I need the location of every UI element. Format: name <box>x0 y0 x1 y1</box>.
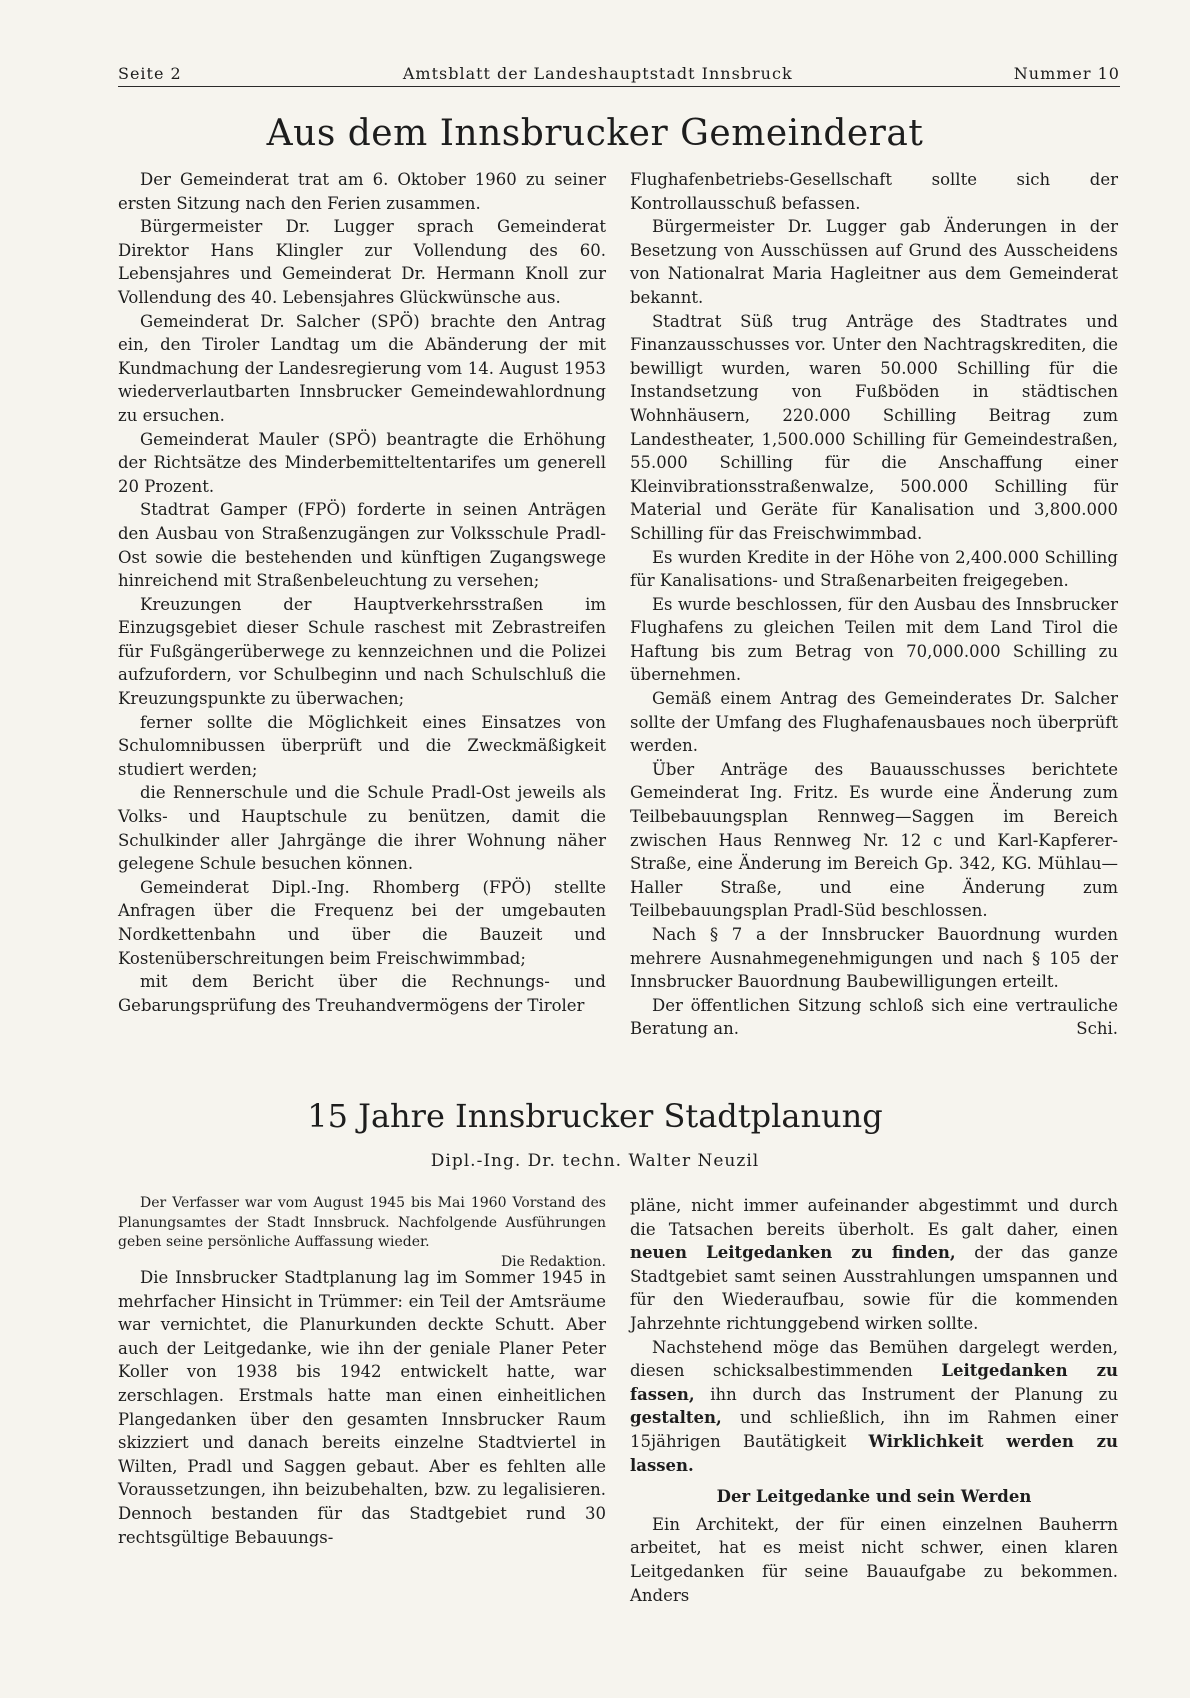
editor-note <box>118 1194 606 1272</box>
council-column-right <box>630 168 1118 1041</box>
paragraph: mit dem Bericht über die Rechnungs- und Gebarungsprüfung des Treuhandvermögens der Tiroler <box>118 972 606 1015</box>
paragraph: Bürgermeister Dr. Lugger sprach Gemeinderat Direktor Hans Klingler zur Vollendung des 60. Lebensjahres und Gemeinderat Dr. Hermann Knoll zur Vollendung des 40. Lebensjahres Glückwünsche aus. <box>118 217 606 307</box>
section-title: Aus dem Innsbrucker Gemeinderat <box>266 113 924 154</box>
editor-signature: Die Redaktion. <box>500 1253 606 1270</box>
emphasis: neuen Leitgedanken zu finden, <box>630 1243 956 1263</box>
paragraph: Gemeinderat Dr. Salcher (SPÖ) brachte den Antrag ein, den Tiroler Landtag um die Abänderung der mit Kundmachung der Landesregierung vom 14. August 1953 wiederverlautbarten Innsbrucker Gemeindewahlordnung zu ersuchen. <box>118 311 606 425</box>
paragraph: Die Innsbrucker Stadtplanung lag im Sommer 1945 in mehrfacher Hinsicht in Trümmer: ein Teil der Amtsräume war vernichtet, die Planurkunden deckte Schutt. Aber auch der Leitgedanke, wie ihn der geniale Planer Peter Koller von 1938 bis 1942 entwickelt hatte, war zerschlagen. Erstmals hatte man einen einheitlichen Plangedanken über den gesamten Innsbrucker Raum skizziert und danach bereits einzelne Stadtviertel in Wilten, Pradl und Saggen gebaut. Aber es fehlten alle Voraussetzungen, ihn beizubehalten, bzw. zu legalisieren. Dennoch bestanden für das Stadtgebiet rund 30 rechtsgültige Bebauungs- <box>118 1268 606 1547</box>
paragraph: Es wurden Kredite in der Höhe von 2,400.000 Schilling für Kanalisations- und Straßenarbeiten freigegeben. <box>630 547 1118 591</box>
paragraph: Bürgermeister Dr. Lugger gab Änderungen in der Besetzung von Ausschüssen auf Grund des Ausscheidens von Nationalrat Maria Hagleitner aus dem Gemeinderat bekannt. <box>630 217 1118 307</box>
article-column-left <box>118 1266 606 1549</box>
paragraph: Über Anträge des Bauausschusses berichtete Gemeinderat Ing. Fritz. Es wurde eine Änderung zum Teilbebauungsplan Rennweg—Saggen im Bereich zwischen Haus Rennweg Nr. 12 c und Karl-Kapferer-Straße, eine Änderung im Bereich Gp. 342, KG. Mühlau—Haller Straße, und eine Änderung zum Teilbebauungsplan Pradl-Süd beschlossen. <box>630 759 1118 921</box>
author-signature: Schi. <box>1076 1019 1118 1039</box>
text-run: und schließlich, ihn im Rahmen einer 15jährigen Bautätigkeit <box>630 1408 1118 1451</box>
paragraph: Gemäß einem Antrag des Gemeinderates Dr. Salcher sollte der Umfang des Flughafenausbaues noch überprüft werden. <box>630 689 1118 756</box>
emphasis: Wirklichkeit werden zu lassen. <box>630 1431 1119 1475</box>
paragraph: Flughafenbetriebs-Gesellschaft sollte sich der Kontrollausschuß befassen. <box>630 170 1118 213</box>
text-run: ihn durch das Instrument der Planung zu <box>710 1384 1118 1404</box>
article-column-right <box>630 1194 1118 1607</box>
paragraph: Der Gemeinderat trat am 6. Oktober 1960 zu seiner ersten Sitzung nach den Ferien zusammen. <box>118 170 606 213</box>
article-title: 15 Jahre Innsbrucker Stadtplanung <box>307 1097 883 1135</box>
paragraph: Stadtrat Süß trug Anträge des Stadtrates und Finanzausschusses vor. Unter den Nachtragskrediten, die bewilligt wurden, waren 50.000 Schilling für die Instandsetzung von Fußböden in städtischen Wohnhäusern, 220.000 Schilling Beitrag zum Landestheater, 1,500.000 Schilling für Gemeindestraßen, 55.000 Schilling für die Anschaffung einer Kleinvibrationsstraßenwalze, 500.000 Schilling für Material und Geräte für Kanalisation und 3,800.000 Schilling für das Freischwimmbad. <box>630 311 1118 543</box>
subheading: Der Leitgedanke und sein Werden <box>716 1487 1032 1507</box>
text-run: der das ganze Stadtgebiet samt seinen Ausstrahlungen umspannen und für den Wiederaufbau, sowie für die kommenden Jahrzehnte richtunggebend wirken sollte. <box>630 1243 1118 1333</box>
emphasis: Leitgedanken zu fassen, <box>630 1361 1118 1404</box>
page-number: Seite 2 <box>118 64 182 83</box>
council-column-left <box>118 168 606 1017</box>
paragraph: Es wurde beschlossen, für den Ausbau des Innsbrucker Flughafens zu gleichen Teilen mit dem Land Tirol die Haftung bis zum Betrag von 70,000.000 Schilling zu übernehmen. <box>630 594 1118 685</box>
emphasis: gestalten, <box>630 1408 722 1428</box>
byline: Dipl.-Ing. Dr. techn. Walter Neuzil <box>430 1151 760 1171</box>
paragraph: ferner sollte die Möglichkeit eines Einsatzes von Schulomnibussen überprüft und die Zweckmäßigkeit studiert werden; <box>118 712 606 779</box>
paragraph-text: Der öffentlichen Sitzung schloß sich eine vertrauliche Beratung an. <box>630 995 1118 1039</box>
paragraph: Gemeinderat Mauler (SPÖ) beantragte die Erhöhung der Richtsätze des Minderbemitteltentarifes um generell 20 Prozent. <box>118 429 606 496</box>
paragraph <box>630 1336 1118 1478</box>
publication-title: Amtsblatt der Landeshauptstadt Innsbruck <box>402 64 793 83</box>
closing-paragraph <box>630 994 1118 1041</box>
header-rule <box>118 86 1120 87</box>
paragraph: Kreuzungen der Hauptverkehrsstraßen im Einzugsgebiet dieser Schule raschest mit Zebrastreifen für Fußgängerüberwege zu kennzeichnen und die Polizei aufzufordern, vor Schulbeginn und nach Schulschluß die Kreuzungspunkte zu überwachen; <box>118 594 606 709</box>
paragraph <box>630 1194 1118 1336</box>
paragraph: Ein Architekt, der für einen einzelnen Bauherrn arbeitet, hat es meist nicht schwer, einen klaren Leitgedanken für seine Bauaufgabe zu bekommen. Anders <box>630 1514 1118 1605</box>
paragraph: Stadtrat Gamper (FPÖ) forderte in seinen Anträgen den Ausbau von Straßenzugängen zur Volksschule Pradl-Ost sowie die bestehenden und künftigen Zugangswege hinreichend mit Straßenbeleuchtung zu versehen; <box>118 500 606 591</box>
running-head <box>118 64 1120 83</box>
paragraph: Nach § 7 a der Innsbrucker Bauordnung wurden mehrere Ausnahmegenehmigungen und nach § 105 der Innsbrucker Bauordnung Baubewilligungen erteilt. <box>630 925 1118 992</box>
text-run: Nachstehend möge das Bemühen dargelegt werden, diesen schicksalbestimmenden <box>630 1337 1118 1381</box>
paragraph: Gemeinderat Dipl.-Ing. Rhomberg (FPÖ) stellte Anfragen über die Frequenz bei der umgebauten Nordkettenbahn und über die Bauzeit und Kostenüberschreitungen beim Freischwimmbad; <box>118 877 606 968</box>
paragraph: die Rennerschule und die Schule Pradl-Ost jeweils als Volks- und Hauptschule zu benützen, damit die Schulkinder aller Jahrgänge die ihrer Wohnung näher gelegene Schule besuchen können. <box>118 783 606 874</box>
text-run: pläne, nicht immer aufeinander abgestimmt und durch die Tatsachen bereits überholt. Es galt daher, einen <box>630 1196 1118 1239</box>
issue-number: Nummer 10 <box>1013 64 1120 83</box>
editor-note-text: Der Verfasser war vom August 1945 bis Mai 1960 Vorstand des Planungsamtes der Stadt Innsbruck. Nachfolgende Ausführungen geben seine persönliche Auffassung wieder. <box>118 1195 606 1250</box>
